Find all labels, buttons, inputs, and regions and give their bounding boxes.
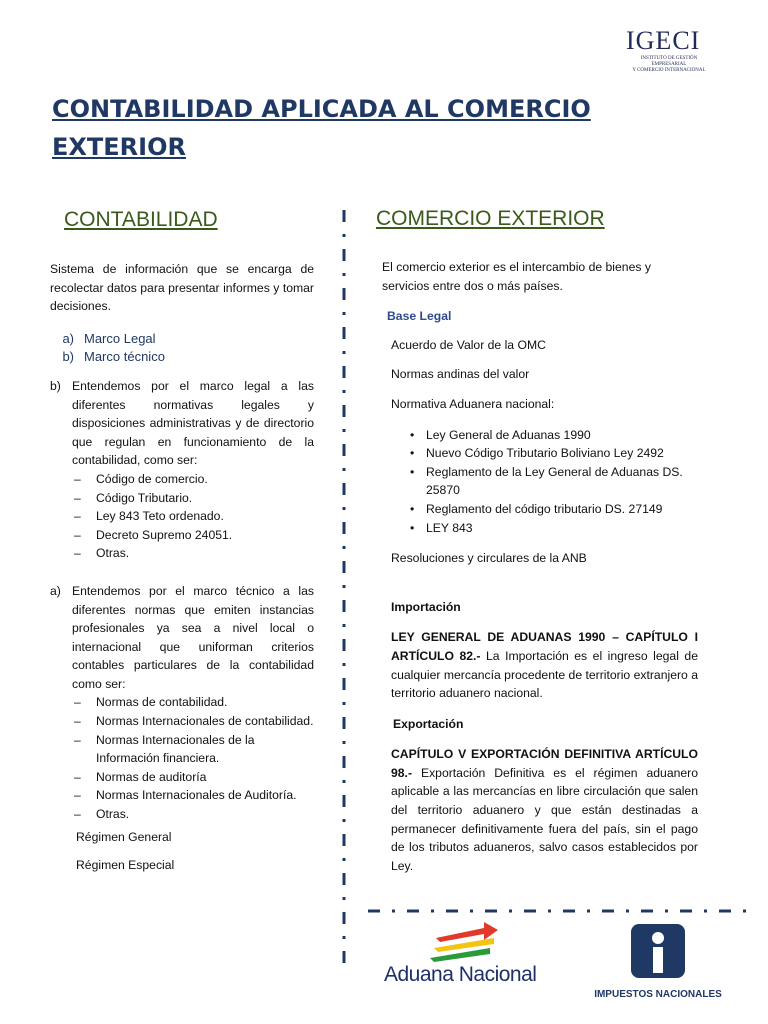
list-item-text: Nuevo Código Tributario Boliviano Ley 2492	[426, 446, 664, 461]
list-item-text: Otras.	[96, 807, 130, 822]
list-item	[50, 712, 314, 731]
list-item	[50, 786, 314, 805]
list-item	[50, 693, 314, 712]
impuestos-mark-icon	[587, 920, 729, 980]
marco-item	[50, 348, 314, 367]
list-item-text: Ley 843 Teto ordenado.	[96, 509, 224, 524]
ieci-logo-subtitle-2: Y COMERCIO INTERNACIONAL	[632, 68, 706, 73]
list-item	[50, 731, 314, 768]
list-item	[382, 426, 698, 445]
aduana-logo-text: Aduana Nacional	[384, 963, 537, 986]
marco-legal-text: Entendemos por el marco legal a las diferentes normativas legales y disposiciones administrativas y de directorio que regulan en funcionamiento de la contabilidad, como ser:	[72, 378, 314, 468]
exportacion-paragraph	[382, 745, 698, 875]
marco-item-label: a)	[62, 330, 74, 346]
bullet: •	[410, 501, 415, 516]
list-item	[50, 526, 314, 545]
list-item-text: Decreto Supremo 24051.	[96, 527, 233, 542]
list-item	[382, 444, 698, 463]
dash: –	[74, 490, 81, 505]
dash: –	[74, 471, 81, 486]
left-column	[50, 260, 314, 875]
list-item	[50, 489, 314, 508]
vertical-divider	[342, 210, 346, 970]
list-item	[50, 805, 314, 824]
dash: –	[74, 695, 81, 710]
list-item-text: Normas Internacionales de contabilidad.	[96, 714, 314, 729]
dash: –	[74, 769, 81, 784]
horizontal-divider	[368, 909, 746, 913]
exportacion-text: Exportación Definitiva es el régimen aduanero aplicable a las mercancías en libre circulación que salen del territorio aduanero y que están destinadas a permanecer definitivamente fuera del país, sin el pago de los tributos aduaneros, salvo casos establecidos por Ley.	[391, 765, 698, 873]
importacion-paragraph	[382, 628, 698, 702]
dash: –	[74, 807, 81, 822]
aduana-arrows-icon	[384, 918, 544, 962]
exportacion-article: CAPÍTULO V EXPORTACIÓN DEFINITIVA ARTÍCULO 98.-	[391, 747, 698, 780]
list-item-text: Normas de contabilidad.	[96, 695, 228, 710]
list-item	[382, 500, 698, 519]
list-item	[50, 507, 314, 526]
list-item-text: Código de comercio.	[96, 471, 208, 486]
base-legal-label: Base Legal	[387, 309, 452, 324]
marco-legal-paragraph	[50, 377, 314, 470]
list-item-text: Normas Internacionales de Auditoría.	[96, 788, 297, 803]
impuestos-nacionales-logo	[587, 920, 729, 1004]
bullet: •	[410, 446, 415, 461]
normativa-list	[382, 426, 698, 538]
marco-tecnico-label: a)	[50, 583, 61, 598]
list-item-text: Código Tributario.	[96, 490, 193, 505]
importacion-heading: Importación	[391, 599, 461, 614]
list-item	[382, 463, 698, 500]
list-item-text: Ley General de Aduanas 1990	[426, 427, 591, 442]
marco-item-label: b)	[62, 349, 74, 365]
page-title: CONTABILIDAD APLICADA AL COMERCIO EXTERIOR	[52, 95, 591, 161]
list-item-text: Reglamento de la Ley General de Aduanas DS. 25870	[426, 464, 683, 498]
marco-legal-label: b)	[50, 378, 61, 393]
dash: –	[74, 509, 81, 524]
acuerdo-text: Acuerdo de Valor de la OMC	[391, 337, 546, 352]
regimen-general: Régimen General	[76, 829, 172, 844]
right-column	[382, 258, 698, 875]
list-item	[382, 519, 698, 538]
marco-tecnico-paragraph	[50, 582, 314, 694]
list-item	[50, 768, 314, 787]
comercio-intro: El comercio exterior es el intercambio de bienes y servicios entre dos o más países.	[382, 260, 651, 293]
list-item	[50, 470, 314, 489]
marco-item-text: Marco técnico	[84, 349, 165, 365]
list-item-text: LEY 843	[426, 520, 473, 535]
list-item-text: Normas de auditoría	[96, 769, 207, 784]
marco-item-text: Marco Legal	[84, 330, 156, 346]
contabilidad-heading: CONTABILIDAD	[64, 208, 218, 231]
importacion-article: LEY GENERAL DE ADUANAS 1990 – CAPÍTULO I ARTÍCULO 82.-	[391, 630, 698, 663]
bullet: •	[410, 520, 415, 535]
marco-list	[50, 330, 314, 367]
marco-tecnico-list	[50, 693, 314, 823]
dash: –	[74, 546, 81, 561]
ieci-logo-subtitle-1: INSTITUTO DE GESTIÓN EMPRESARIAL	[640, 56, 698, 67]
normas-andinas-text: Normas andinas del valor	[391, 367, 530, 382]
list-item-text: Otras.	[96, 546, 130, 561]
dash: –	[74, 732, 81, 747]
normativa-text: Normativa Aduanera nacional:	[391, 396, 555, 411]
contabilidad-intro: Sistema de información que se encarga de recolectar datos para presentar informes y tomar decisiones.	[50, 262, 314, 314]
comercio-exterior-heading: COMERCIO EXTERIOR	[376, 207, 605, 230]
marco-legal-list	[50, 470, 314, 563]
list-item	[50, 544, 314, 563]
dash: –	[74, 527, 81, 542]
bullet: •	[410, 427, 415, 442]
exportacion-heading: Exportación	[393, 716, 464, 731]
ieci-logo-text: IGECI	[626, 26, 701, 55]
ieci-logo	[626, 26, 716, 74]
marco-tecnico-text: Entendemos por el marco técnico a las diferentes normas que emiten instancias profesionales ya sea a nivel local o internacional que uniforman criterios contables particulares de la contabilidad como ser:	[72, 583, 314, 691]
bullet: •	[410, 464, 415, 479]
dash: –	[74, 714, 81, 729]
list-item-text: Normas Internacionales de la Información financiera.	[96, 732, 255, 766]
dash: –	[74, 788, 81, 803]
marco-item	[50, 330, 314, 349]
aduana-nacional-logo	[384, 918, 544, 988]
list-item-text: Reglamento del código tributario DS. 27149	[426, 501, 663, 516]
impuestos-logo-text: IMPUESTOS NACIONALES	[594, 989, 722, 1000]
importacion-text: La Importación es el ingreso legal de cualquier mercancía procedente de territorio extranjero a territorio aduanero nacional.	[391, 648, 698, 701]
regimen-especial: Régimen Especial	[76, 858, 175, 873]
resoluciones-text: Resoluciones y circulares de la ANB	[391, 551, 587, 566]
